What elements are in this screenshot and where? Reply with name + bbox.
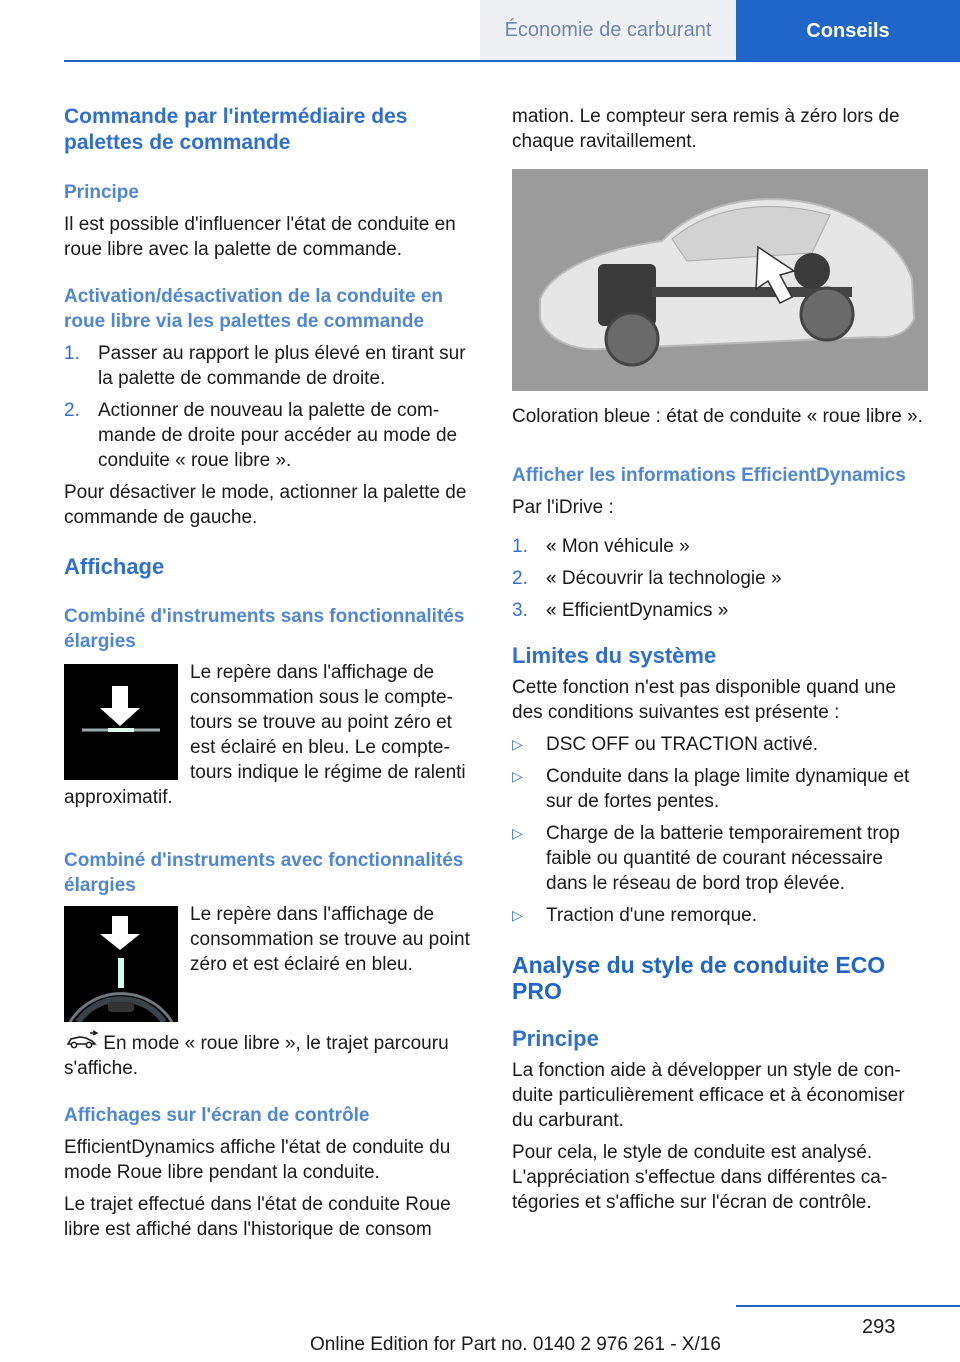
para-sans: Le repère dans l'affichage de consommation sous le compte-tours se trouve au point zéro et est éclairé en bleu. Le compte-tours indique le régime de ralenti approximatif.	[64, 662, 466, 808]
list-item	[512, 732, 928, 757]
para-limites: Cette fonction n'est pas disponible quand une des conditions suivantes est présente :	[512, 677, 896, 723]
page-number: 293	[862, 1316, 896, 1338]
condition-text: DSC OFF ou TRACTION activé.	[546, 734, 819, 755]
arrow-marker-icon	[64, 906, 178, 1022]
bullet-triangle-icon: ▷	[512, 907, 523, 923]
para-ecran2: Le trajet effectué dans l'état de conduite Roue libre est affiché dans l'historique de consom	[64, 1194, 451, 1240]
car-drivetrain-image	[512, 169, 928, 391]
bullet-triangle-icon: ▷	[512, 768, 523, 784]
condition-text: Conduite dans la plage limite dynamique et sur de fortes pentes.	[546, 766, 910, 812]
gauge-image-basic	[64, 664, 178, 780]
heading-ecran: Affichages sur l'écran de contrôle	[64, 1105, 370, 1126]
header-tab-label: Conseils	[806, 19, 890, 42]
menu-text: « Mon véhicule »	[546, 536, 690, 557]
bullet-triangle-icon: ▷	[512, 825, 523, 841]
list-item	[64, 341, 480, 391]
heading-affichage: Affichage	[64, 554, 165, 579]
para-cont: mation. Le compteur sera remis à zéro lors de chaque ravitaillement.	[512, 106, 900, 152]
menu-number: 3.	[512, 600, 528, 621]
step-text: Actionner de nouveau la palette de commande de droite pour accéder au mode de conduite « roue libre ».	[98, 400, 458, 471]
heading-afficher: Afficher les informations EfficientDynamics	[512, 465, 906, 486]
right-column	[512, 104, 928, 1215]
para-trajet	[64, 1030, 480, 1081]
list-item	[512, 598, 928, 623]
step-number: 1.	[64, 343, 80, 364]
bullet-triangle-icon: ▷	[512, 736, 523, 752]
menu-text: « Découvrir la technologie »	[546, 568, 782, 589]
car-illustration	[512, 169, 928, 391]
menu-number: 2.	[512, 568, 528, 589]
para-principe: Il est possible d'influencer l'état de conduite en roue libre avec la palette de commande.	[64, 214, 456, 260]
left-column	[64, 104, 480, 1242]
heading-sans: Combiné d'instruments sans fonctionnalités élargies	[64, 606, 465, 652]
step-text: Passer au rapport le plus élevé en tirant sur la palette de commande de droite.	[98, 343, 466, 389]
footer-rule	[736, 1305, 960, 1307]
para-analyse1: La fonction aide à développer un style de conduite particulièrement efficace et à économiser du carburant.	[512, 1060, 905, 1131]
para-desactiver: Pour désactiver le mode, actionner la palette de commande de gauche.	[64, 482, 467, 528]
trajet-text: En mode « roue libre », le trajet parcouru s'affiche.	[64, 1033, 449, 1079]
list-item	[512, 566, 928, 591]
heading-avec: Combiné d'instruments avec fonctionnalités élargies	[64, 850, 464, 896]
list-item	[64, 398, 480, 473]
image-caption: Coloration bleue : état de conduite « roue libre ».	[512, 406, 923, 427]
header-section	[480, 0, 736, 62]
coasting-car-icon	[64, 1030, 98, 1052]
block-sans	[64, 660, 480, 810]
heading-commande: Commande par l'intermédiaire des palettes de commande	[64, 105, 408, 154]
heading-analyse: Analyse du style de conduite ECO PRO	[512, 952, 886, 1004]
steps-list	[64, 341, 480, 473]
menu-text: « EfficientDynamics »	[546, 600, 729, 621]
heading-activation: Activation/désactivation de la conduite en roue libre via les palettes de commande	[64, 286, 444, 332]
heading-principe2: Principe	[512, 1026, 599, 1051]
list-item	[512, 821, 928, 896]
menu-number: 1.	[512, 536, 528, 557]
para-idrive: Par l'iDrive :	[512, 497, 614, 518]
edition-note: Online Edition for Part no. 0140 2 976 261 - X/16	[310, 1334, 721, 1355]
menu-path-list	[512, 534, 928, 623]
conditions-list	[512, 732, 928, 928]
para-ecran1: EfficientDynamics affiche l'état de conduite du mode Roue libre pendant la conduite.	[64, 1137, 451, 1183]
heading-limites: Limites du système	[512, 643, 717, 668]
para-analyse2: Pour cela, le style de conduite est analysé. L'appréciation s'effectue dans différentes catégories et s'affiche sur l'écran de contrôle.	[512, 1142, 888, 1213]
gauge-image-extended	[64, 906, 178, 1022]
list-item	[512, 764, 928, 814]
para-avec: Le repère dans l'affichage de consommation se trouve au point zéro et est éclairé en bleu.	[190, 904, 470, 975]
condition-text: Traction d'une remorque.	[546, 905, 757, 926]
list-item	[512, 534, 928, 559]
arrow-marker-icon	[64, 664, 178, 780]
step-number: 2.	[64, 400, 80, 421]
header-tab	[736, 0, 960, 62]
header-rule	[64, 60, 480, 62]
list-item	[512, 903, 928, 928]
header-section-label: Économie de carburant	[504, 18, 712, 41]
condition-text: Charge de la batterie temporairement trop faible ou quantité de courant nécessaire dans le réseau de bord trop élevée.	[546, 823, 900, 894]
heading-principe: Principe	[64, 182, 139, 203]
block-avec	[64, 902, 480, 1024]
